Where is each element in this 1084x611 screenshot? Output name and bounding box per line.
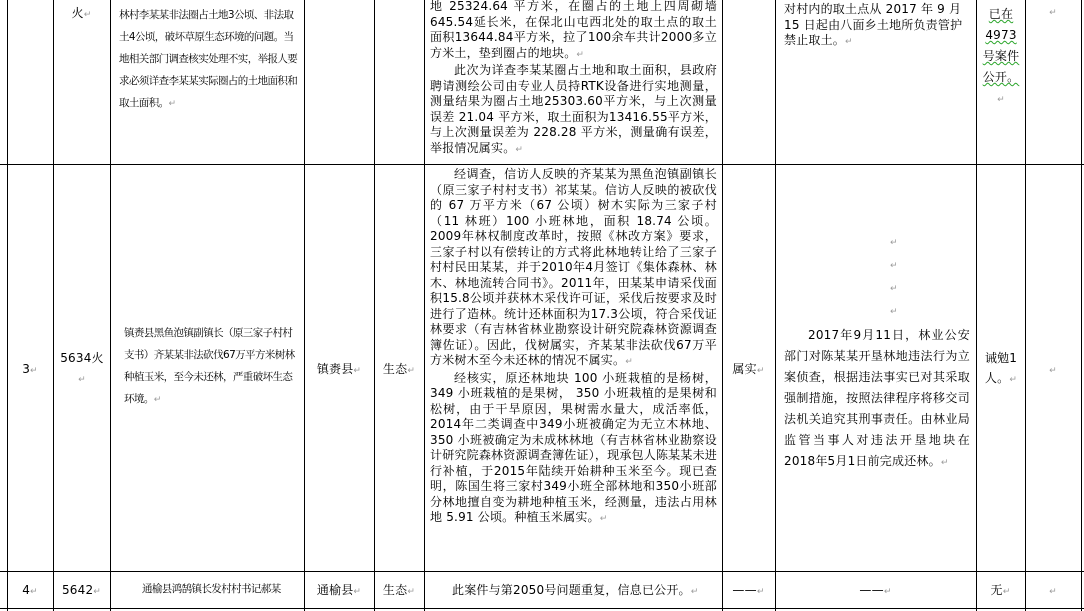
- row1-case-no: 火↵: [71, 6, 92, 20]
- grid-line: [0, 608, 1084, 609]
- row3-blank-marks: ↵ ↵ ↵ ↵: [890, 238, 898, 317]
- row1-remark: ↵: [1049, 8, 1057, 18]
- grid-line: [110, 0, 111, 611]
- grid-line: [53, 0, 54, 611]
- row4-county: 通榆县↵: [316, 583, 362, 597]
- grid-line: [0, 571, 1084, 572]
- row4-category: 生态↵: [382, 583, 416, 597]
- row3-verdict: 属实↵: [732, 362, 765, 376]
- row4-handling: ——↵: [859, 583, 892, 597]
- row3-handling: 2017年9月11日，林业公安部门对陈某某开垦林地违法行为立案侦查，根据违法事实已对其采取强制措施，按照法律程序将移交司法机关追究其刑事责任。由林业局监管当事人对违法开垦地块在2018年5月1日前完成还林。↵: [784, 328, 970, 468]
- row4-number: 4↵: [22, 583, 38, 597]
- row4-details: 此案件与第2050号问题重复，信息已公开。↵: [452, 583, 699, 597]
- grid-line: [304, 0, 305, 611]
- row3-issue: 镇赉县黑鱼泡镇副镇长（原三家子村村支书）齐某某非法砍伐67万平方米树林种植玉米，至今未还林，严重破坏生态环境。↵: [124, 327, 295, 405]
- grid-line: [976, 0, 977, 611]
- grid-line: [374, 0, 375, 611]
- grid-line: [775, 0, 776, 611]
- grid-line: [0, 164, 1084, 165]
- row1-details: 地 25324.64 平方米，在圈占的土地上四周砌墙645.54延长米，在保北山屯西北处的取土点的取土面积13644.84平方米，拉了100余车共计2000多立方米土，垫到圈占的地块。↵ 此次为详查李某某圈占土地和取土面积，县政府聘请测绘公司由专业人员持RTK设备进行实地测量，测量结果为圈占土地25303.60平方米，与上次测量误差 21.04 平方米，取土面积为13416.55平方米，与上次测量误差为 228.28 平方米，测量确有误差，举报情况属实。↵: [430, 0, 717, 155]
- grid-line: [7, 0, 8, 611]
- row4-accountability: 无↵: [990, 583, 1011, 597]
- row3-accountability: 诫勉1人。↵: [984, 351, 1018, 385]
- grid-line: [424, 0, 425, 611]
- row4-issue: 通榆县鸿鹄镇长发村村书记郝某: [142, 583, 281, 595]
- row3-remark: ↵: [1049, 366, 1057, 376]
- row3-number: 3↵: [22, 362, 38, 376]
- row3-category: 生态↵: [382, 362, 416, 376]
- grid-line: [722, 0, 723, 611]
- row1-accountability: 已在4973号案件公开。↵: [982, 7, 1020, 105]
- row4-remark: ↵: [1049, 587, 1057, 597]
- grid-line: [1081, 0, 1082, 611]
- grid-line: [1025, 0, 1026, 611]
- row3-details: 经调查，信访人反映的齐某某为黑鱼泡镇副镇长（原三家子村村支书）祁某某。信访人反映的被砍伐的 67 万平方米（67 公顷）树木实际为三家子村（11 林班）100 小班林地，面积 18.74 公顷。2009年林权制度改革时，按照《林改方案》要求，三家子村以有偿转让的方式将此林地转让给了三家子村村民田某某，并于2010年4月签订《集体森林、林木、林地流转合同书》。2011年，田某某申请采伐面积15.8公顷并获林木采伐许可证，采伐后按要求及时进行了造林。统计还林面积为17.3公顷，符合采伐证林要求（有吉林省林业勘察设计研究院森林资源调查簿佐证）。因此，伐树属实，齐某某非法砍伐67万平方米树木至今未还林的情况不属实。↵ 经核实，原还林地块 100 小班栽植的是杨树，349 小班栽植的是果树， 350 小班栽植的是果树和松树，由于干旱原因，果树需水量大，成活率低，2014年二类调查中349小班被确定为无立木林地、350 小班被确定为未成林林地（有吉林省林业勘察设计研究院森林资源调查簿佐证），现承包人陈某某未进行补植，于2015年陆续开始耕种玉米至今。现已查明，陈国生将三家村349小班全部林地和350小班部分林地擅自变为耕地种植玉米，经测量，违法占用林地 5.91 公顷。种植玉米属实。↵: [430, 167, 717, 524]
- row4-case-no: 5642↵: [61, 583, 102, 597]
- row4-verdict: ——↵: [732, 583, 765, 597]
- row1-issue: 林村李某某非法圈占土地3公顷、非法取土4公顷，破坏草原生态环境的问题。当地相关部门调查核实处理不实，举报人要求必须详查李某某实际圈占的土地面积和取土面积。↵: [119, 9, 298, 109]
- row3-case-no: 5634火↵: [60, 351, 104, 385]
- row3-county: 镇赉县↵: [316, 362, 362, 376]
- row1-handling: 对村内的取土点从 2017 年 9 月15 日起由八面乡土地所负责管护禁止取土。↵: [784, 2, 963, 47]
